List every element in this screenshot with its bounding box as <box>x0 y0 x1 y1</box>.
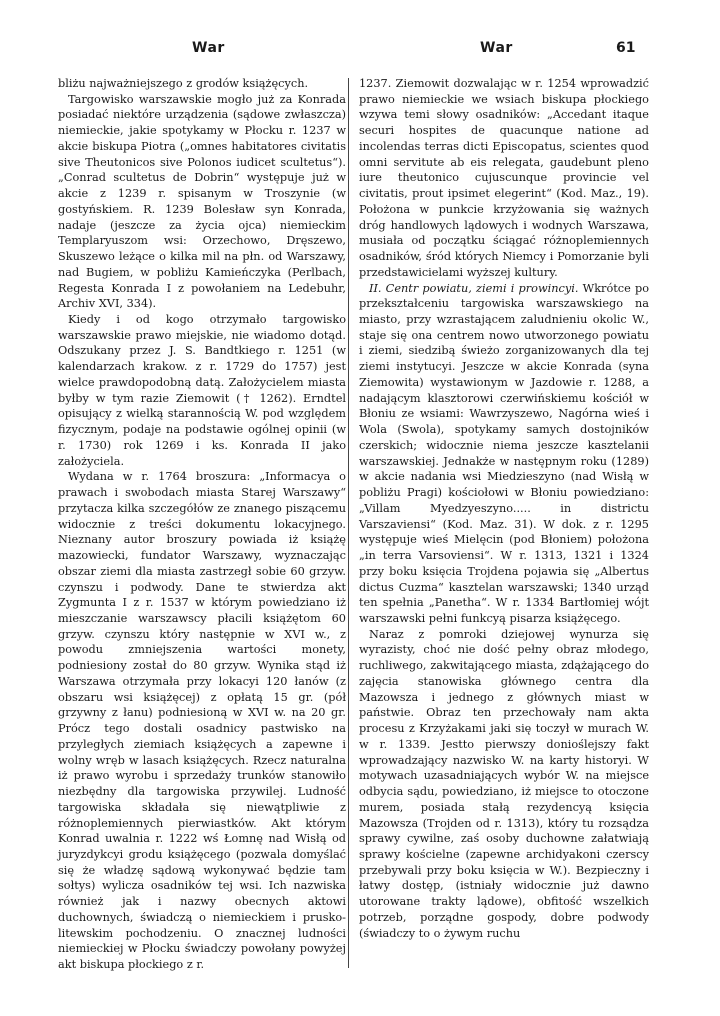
running-head-left: War <box>192 40 225 56</box>
paragraph: Wydana w r. 1764 broszura: „Informacya o prawach i swobodach miasta Starej Warszawy“ przytacza kilka szczegółów ze znanego piszącemu widocznie z treści dokumentu lokacyjnego. Nieznany autor broszury powiada iż książę mazowiecki, fundator Warszawy, wyznaczając obszar ziemi dla miasta zastrzegł sobie 60 grzyw. czynszu i podwody. Dane te stwierdza akt Zygmunta I z r. 1537 w którym powiedziano iż mieszczanie warszawscy płacili książętom 60 grzyw. czynszu który następnie w XVI w., z powodu zmniejszenia wartości monety, podniesiony został do 80 grzyw. Wynika stąd iż Warszawa otrzymała przy lokacyi 120 łanów (z obszaru wsi książęcej) z opłatą 15 gr. (pół grzywny z łanu) podniesioną w XVI w. na 20 gr. Prócz tego dostali osadnicy pastwisko na przyległych ziemiach książęcych a zapewne i wolny wręb w lasach książęcych. Rzecz naturalna iż prawo wyrobu i sprzedaży trunków stanowiło niezbędny dla targowiska przywilej. Ludność targowiska składała się niewątpliwie z różnoplemiennych pierwiastków. Akt którym Konrad uwalnia r. 1222 wś Łomnę nad Wisłą od juryzdykcyi grodu książęcego (pozwala domyślać się że władzę sądową wykonywać będzie tam sołtys) wylicza osadników tej wsi. Ich nazwiska również jak i nazwy obecnych aktowi duchownych, świadczą o niemieckiem i prusko-litewskim pochodzeniu. O znacznej ludności niemieckiej w Płocku świadczy powołany powyżej akt biskupa płockiego z r. <box>58 470 346 972</box>
right-column <box>359 76 649 941</box>
paragraph: Targowisko warszawskie mogło już za Konrada posiadać niektóre urządzenia (sądowe zwłaszcza) niemieckie, jakie spotykamy w Płocku r. 1237 w akcie biskupa Piotra („omnes habitatores civitatis sive Theutonicos sive Polonos iudicet scultetus“). „Conrad scultetus de Dobrin“ występuje już w akcie z 1239 r. spisanym w Troszynie (w gostyńskiem. R. 1239 Bolesław syn Konrada, nadaje (jeszcze za życia ojca) niemieckim Templaryuszom wsi: Orzechowo, Dręszewo, Skuszewo leżące o kilka mil na płn. od Warszawy, nad Bugiem, w pobliżu Kamieńczyka (Perlbach, Regesta Konrada I z powołaniem na Ledebuhr, Archiv XVI, 334). <box>58 92 346 311</box>
paragraph: 1237. Ziemowit dozwalając w r. 1254 wprowadzić prawo niemieckie we wsiach biskupa płockiego wzywa temi słowy osadników: „Accedant itaque securi hospites de quacunque natione ad incolendas terras dicti Episcopatus, scientes quod omni servitute ab eis relegata, gaudebunt pleno iure theutonico cujuscunque provincie vel civitatis, prout ipsimet elegerint“ (Kod. Maz., 19). Położona w punkcie krzyżowania się ważnych dróg handlowych lądowych i wodnych Warszawa, musiała od początku ściągać różnoplemiennych osadników, śród których Niemcy i Pomorzanie byli przedstawicielami wyższej kultury. <box>359 77 649 279</box>
section-paragraph <box>359 281 649 627</box>
section-body: Wkrótce po przekształceniu targowiska warszawskiego na miasto, przy wzrastającem zaludnieniu okolic W., staje się ona centrem nowo utworzonego powiatu i ziemi, siedzibą świeżo zorganizowanych dla tej ziemi instytucyi. Jeszcze w akcie Konrada (syna Ziemowita) wystawionym w Jazdowie r. 1288, a nadającym klasztorowi czerwińskiemu kościół w Błoniu ze wsiami: Wawrzyszewo, Nagórna wieś i Wola (Swola), spotykamy samych dostojników czerskich; widocznie niema jeszcze kasztelanii warszawskiej. Jednakże w następnym roku (1289) w akcie nadania wsi Miedzieszyno (nad Wisłą w pobliżu Pragi) kościołowi w Błoniu powiedziano: „Villam Myedzyeszyno..... in districtu Varszaviensi“ (Kod. Maz. 31). W dok. z r. 1295 występuje wieś Mielęcin (pod Błoniem) położona „in terra Varsoviensi“. W r. 1313, 1321 i 1324 przy boku księcia Trojdena pojawia się „Albertus dictus Cuzma“ kasztelan warszawski; 1340 urząd ten spełnia „Panetha“. W r. 1334 Bartłomiej wójt warszawski pełni funkcyą pisarza książęcego. <box>359 281 649 625</box>
left-column <box>58 76 346 973</box>
paragraph: bliżu najważniejszego z grodów książęcych. <box>58 77 309 90</box>
column-divider <box>348 78 349 968</box>
paragraph: Kiedy i od kogo otrzymało targowisko warszawskie prawo miejskie, nie wiadomo dotąd. Odszukany przez J. S. Bandtkiego r. 1251 (w kalendarzach krakow. z r. 1729 do 1757) jest wielce prawdopodobną datą. Założycielem miasta byłby w tym razie Ziemowit († 1262). Erndtel opisujący z wielką starannością W. pod względem fizycznym, podaje na podstawie ogólnej opinii (w r. 1730) rok 1269 i ks. Konrada II jako założyciela. <box>58 313 346 468</box>
paragraph: Naraz z pomroki dziejowej wynurza się wyrazisty, choć nie dość pełny obraz młodego, ruchliwego, zakwitającego miasta, zdążającego do zajęcia stanowiska głównego centra dla Mazowsza i jednego z głównych miast w państwie. Obraz ten przechowały nam akta procesu z Krzyżakami jaki się toczył w murach W. w r. 1339. Jestto pierwszy donioślejszy fakt wprowadzający nazwisko W. na karty historyi. W motywach uzasadniających wybór W. na miejsce odbycia sądu, powiedziano, iż miejsce to otoczone murem, posiada stałą rezydencyą księcia Mazowsza (Trojden od r. 1313), który tu rozsądza sprawy cywilne, zaś osoby duchowne załatwiają sprawy kościelne (zapewne archidyakoni czerscy przebywali przy boku księcia w W.). Bezpieczny i łatwy dostęp, (istniały widocznie już dawno utorowane trakty lądowe), obfitość wszelkich potrzeb, porządne gospody, dobre podwody (świadczy to o żywym ruchu <box>359 627 649 940</box>
section-heading: II. Centr powiatu, ziemi i prowincyi. <box>369 281 579 295</box>
page-header <box>0 40 720 64</box>
page-number: 61 <box>616 40 636 56</box>
running-head-right: War <box>480 40 513 56</box>
